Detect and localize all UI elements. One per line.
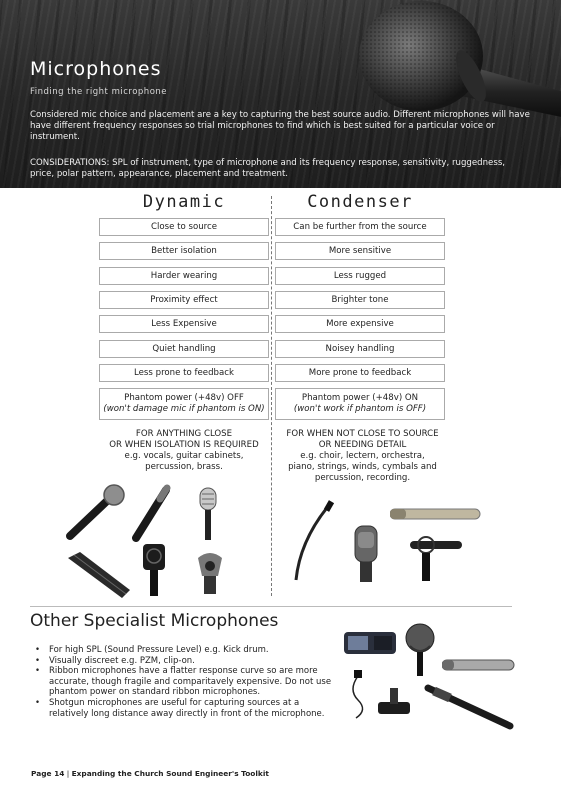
clip-on-lavalier-icon: [346, 670, 370, 720]
ribbon-mic-icon: [402, 622, 438, 678]
list-item: • Ribbon microphones have a flatter response curve so are more accurate, though fragile and comparitavely expensive. Do not use phantom power on standard ribbon microphones.: [35, 666, 335, 698]
shock-mount-mic-icon: [408, 535, 464, 583]
pencil-condenser-mic-icon: [442, 658, 516, 672]
dynamic-use-text: [99, 429, 269, 473]
header-banner: [0, 0, 561, 188]
condenser-row: Less rugged: [275, 267, 445, 285]
gooseneck-mic-icon: [290, 500, 334, 584]
vintage-mic-icon: [196, 486, 220, 544]
condenser-row: More expensive: [275, 315, 445, 333]
condenser-heading: Condenser: [307, 192, 413, 212]
condenser-use-line: OR NEEDING DETAIL: [318, 440, 407, 450]
kick-drum-mic-icon: [342, 626, 398, 660]
dynamic-row: Less Expensive: [99, 315, 269, 333]
dynamic-use-line: OR WHEN ISOLATION IS REQUIRED: [109, 440, 259, 450]
condenser-use-text: [275, 429, 450, 484]
dynamic-use-line: percussion, brass.: [145, 462, 223, 472]
condenser-row: Brighter tone: [275, 291, 445, 309]
dynamic-use-line: FOR ANYTHING CLOSE: [135, 429, 233, 439]
condenser-use-line: e.g. choir, lectern, orchestra,: [300, 451, 425, 461]
other-mic-list: [35, 645, 335, 719]
boundary-mic-icon: [376, 686, 412, 716]
dynamic-row: Close to source: [99, 218, 269, 236]
page-footer: [31, 769, 269, 778]
condenser-row: More sensitive: [275, 242, 445, 260]
clip-mic-icon: [141, 542, 167, 598]
dynamic-phantom-label: Phantom power (+48v) OFF: [124, 393, 244, 403]
list-item: • Shotgun microphones are useful for capturing sources at a relatively long distance away directly in front of the microphone.: [35, 698, 335, 719]
dynamic-row: Harder wearing: [99, 267, 269, 285]
condenser-phantom-note: (won't work if phantom is OFF): [293, 404, 427, 414]
intro-paragraph: Considered mic choice and placement are a key to capturing the best source audio. Different microphones will have have different frequency responses so trial microphones to find which is best suited for a particular voice or instrument.: [30, 110, 530, 142]
condenser-use-line: percussion, recording.: [314, 473, 411, 483]
list-item: • Visually discreet e.g. PZM, clip-on.: [35, 656, 335, 667]
dynamic-row: Less prone to feedback: [99, 364, 269, 382]
dynamic-heading: Dynamic: [142, 192, 226, 212]
column-divider: [271, 196, 272, 596]
side-address-mic-icon: [64, 550, 134, 600]
condenser-use-line: FOR WHEN NOT CLOSE TO SOURCE: [286, 429, 439, 439]
header-microphone-icon: [341, 0, 561, 124]
dynamic-row: Quiet handling: [99, 340, 269, 358]
dynamic-row: Better isolation: [99, 242, 269, 260]
dynamic-row: Proximity effect: [99, 291, 269, 309]
pencil-condenser-mic-icon: [390, 507, 482, 521]
condenser-row: More prone to feedback: [275, 364, 445, 382]
instrument-mic-icon: [130, 484, 172, 542]
footer-separator: |: [66, 769, 70, 778]
condenser-phantom-label: Phantom power (+48v) ON: [301, 393, 419, 403]
section-divider: [30, 606, 512, 607]
condenser-row: Can be further from the source: [275, 218, 445, 236]
drum-mic-icon: [192, 548, 228, 596]
dynamic-phantom-note: (won't damage mic if phantom is ON): [103, 404, 265, 414]
condenser-phantom-cell: [275, 388, 445, 420]
page-subtitle: Finding the right microphone: [30, 87, 168, 97]
studio-condenser-mic-icon: [352, 524, 380, 584]
book-title: Expanding the Church Sound Engineer's Toolkit: [71, 769, 269, 778]
condenser-row: Noisey handling: [275, 340, 445, 358]
dynamic-phantom-cell: [99, 388, 269, 420]
condenser-use-line: piano, strings, winds, cymbals and: [288, 462, 437, 472]
page-number: Page 14: [31, 769, 65, 778]
shotgun-mic-icon: [424, 682, 514, 732]
other-section-title: Other Specialist Microphones: [30, 611, 279, 631]
handheld-mic-icon: [64, 484, 126, 542]
dynamic-use-line: e.g. vocals, guitar cabinets,: [124, 451, 244, 461]
page-title: Microphones: [30, 58, 162, 80]
considerations-paragraph: CONSIDERATIONS: SPL of instrument, type of microphone and its frequency response, sensitivity, ruggedness, price, polar pattern, appearance, placement and treatment.: [30, 158, 506, 179]
list-item: • For high SPL (Sound Pressure Level) e.g. Kick drum.: [35, 645, 335, 656]
